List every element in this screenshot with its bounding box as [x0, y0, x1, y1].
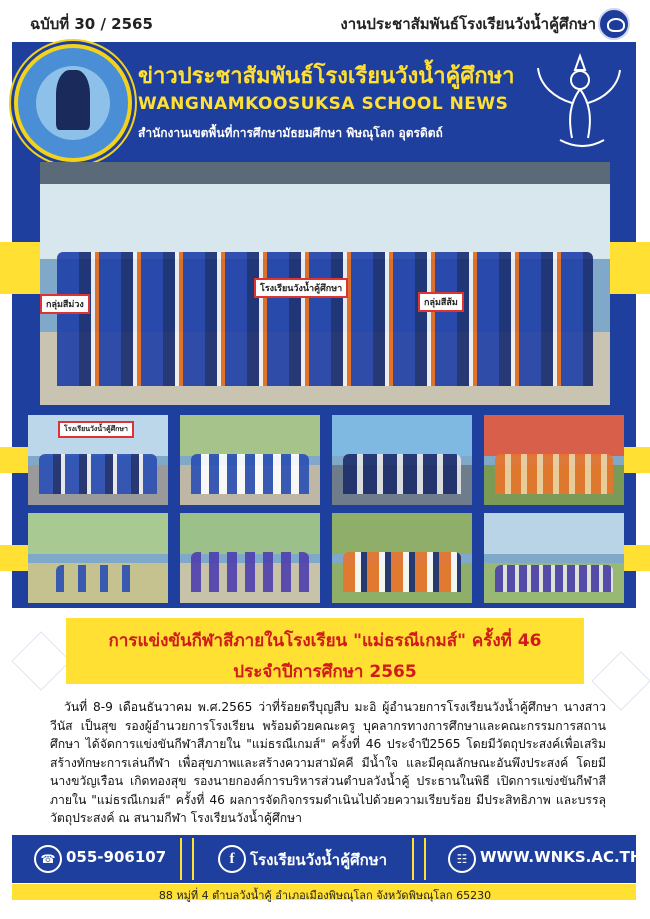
decor-strip: [0, 545, 30, 571]
event-photo: [28, 513, 168, 603]
department-name: งานประชาสัมพันธ์โรงเรียนวังน้ำคู้ศึกษา: [340, 15, 596, 33]
banner-subtitle: สำนักงานเขตพื้นที่การศึกษามัธยมศึกษา พิษณุโลก อุตรดิตถ์: [138, 126, 443, 140]
decor-strip: [610, 242, 650, 294]
divider: [412, 838, 426, 880]
event-photo: [484, 415, 624, 505]
photo-sign: กลุ่มสีส้ม: [418, 292, 464, 312]
decor-strip: [620, 447, 650, 473]
banner-title-english: WANGNAMKOOSUKSA SCHOOL NEWS: [138, 94, 509, 114]
event-photo: [332, 513, 472, 603]
photo-sign: โรงเรียนวังน้ำคู้ศึกษา: [254, 278, 348, 298]
issue-number: ฉบับที่ 30 / 2565: [30, 15, 153, 33]
article-body-text: วันที่ 8-9 เดือนธันวาคม พ.ศ.2565 ว่าที่ร้อยตรีบุญสืบ มะอิ ผู้อำนวยการโรงเรียนวังน้ำคู้ศึกษา นางสาววีนัส เป็นสุข รองผู้อำนวยการโรงเรียน พร้อมด้วยคณะครู บุคลากรทางการศึกษาและคณะกรรมการสถานศึกษา ได้จัดการแข่งขันกีฬาสีภายใน "แม่ธรณีเกมส์" ครั้งที่ 46 ประจำปี2565 โดยมีวัตถุประสงค์เพื่อเสริมสร้างทักษะการเล่นกีฬา เพื่อสุขภาพและสร้างความสามัคคี มีน้ำใจ และมีคุณลักษณะอันพึงประสงค์ โดยมี นางขวัญเรือน เกิดทองสุข รองนายกองค์การบริหารส่วนตำบลวังน้ำคู้ ประธานในพิธี เปิดการแข่งขันกีฬาสีภายใน "แม่ธรณีเกมส์" ครั้งที่ 46 ผลการจัดกิจกรรมดำเนินไปด้วยความเรียบร้อย มีประสิทธิภาพ และบรรลุวัตถุประสงค์ ณ สนามกีฬา โรงเรียนวังน้ำคู้ศึกษา: [50, 700, 606, 825]
pr-department-icon: [598, 8, 630, 40]
event-photo: [180, 415, 320, 505]
event-photo: [180, 513, 320, 603]
divider: [180, 838, 194, 880]
article-headline: การแข่งขันกีฬาสีภายในโรงเรียน "แม่ธรณีเกมส์" ครั้งที่ 46: [108, 631, 542, 651]
globe-icon: ☷: [448, 845, 476, 873]
event-photo: [28, 415, 168, 505]
main-event-photo: [40, 162, 610, 405]
article-body: [50, 698, 606, 828]
article-headline-box: [66, 618, 584, 684]
photo-sign: กลุ่มสีม่วง: [40, 294, 90, 314]
phone-icon: ☎: [34, 845, 62, 873]
decor-strip: [0, 242, 40, 294]
background-pattern: [11, 631, 70, 690]
top-bar: [0, 0, 650, 44]
decor-strip: [620, 545, 650, 571]
school-logo: [14, 44, 132, 162]
event-photo: [484, 513, 624, 603]
thai-angel-illustration: [520, 48, 630, 158]
facebook-page: โรงเรียนวังน้ำคู้ศึกษา: [250, 851, 388, 869]
school-address: 88 หมู่ที่ 4 ตำบลวังน้ำคู้ อำเภอเมืองพิษณุโลก จังหวัดพิษณุโลก 65230: [158, 889, 492, 902]
facebook-icon: f: [218, 845, 246, 873]
phone-number: 055-906107: [66, 848, 167, 866]
event-photo: [332, 415, 472, 505]
decor-strip: [0, 447, 30, 473]
banner-title-thai: ข่าวประชาสัมพันธ์โรงเรียนวังน้ำคู้ศึกษา: [138, 64, 515, 89]
article-headline-year: ประจำปีการศึกษา 2565: [233, 662, 417, 682]
website-url: WWW.WNKS.AC.TH: [480, 848, 643, 866]
photo-sign: โรงเรียนวังน้ำคู้ศึกษา: [58, 421, 134, 438]
